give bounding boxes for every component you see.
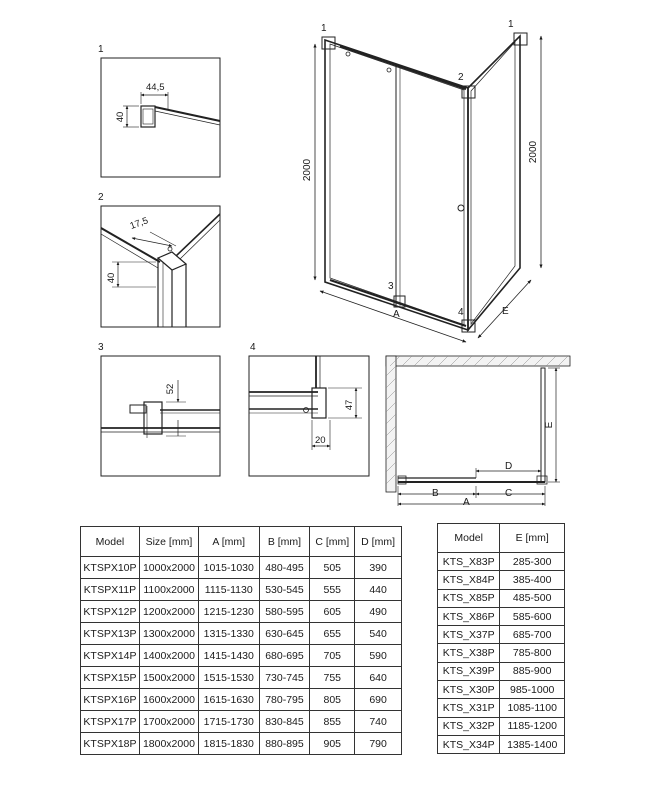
- cell: 685-700: [500, 626, 565, 644]
- cell: 555: [310, 579, 355, 601]
- side-panel-frame: [468, 36, 520, 330]
- cell: KTS_X86P: [438, 607, 500, 625]
- table-row: [81, 645, 402, 667]
- cell: 1315-1330: [198, 623, 259, 645]
- cell: 490: [355, 601, 402, 623]
- front-panel-inner: [330, 44, 464, 325]
- cell: 540: [355, 623, 402, 645]
- col-b: B [mm]: [259, 527, 310, 557]
- shower-isometric-view: [315, 33, 541, 342]
- detail-2-label: 2: [98, 192, 104, 203]
- cell: KTS_X83P: [438, 553, 500, 571]
- table-row: [438, 607, 565, 625]
- table-row: [81, 711, 402, 733]
- cell: KTS_X34P: [438, 735, 500, 753]
- detail-4: [249, 356, 369, 476]
- top-rail: [340, 46, 466, 89]
- table-row: [438, 589, 565, 607]
- cell: 805: [310, 689, 355, 711]
- model-e-table: [437, 523, 565, 754]
- plan-label-c: C: [505, 488, 513, 499]
- col-c: C [mm]: [310, 527, 355, 557]
- cell: 1215-1230: [198, 601, 259, 623]
- plan-label-d: D: [505, 461, 513, 472]
- table-row: [438, 644, 565, 662]
- cell: 680-695: [259, 645, 310, 667]
- callout-3: 3: [388, 281, 394, 292]
- cell: 385-400: [500, 571, 565, 589]
- table-header-row: [438, 524, 565, 553]
- detail-2: [101, 206, 220, 327]
- col-a: A [mm]: [198, 527, 259, 557]
- cell: 655: [310, 623, 355, 645]
- cell: KTS_X85P: [438, 589, 500, 607]
- cell: KTS_X38P: [438, 644, 500, 662]
- cell: 1185-1200: [500, 717, 565, 735]
- col-size: Size [mm]: [139, 527, 198, 557]
- table-row: [438, 681, 565, 699]
- cell: 485-500: [500, 589, 565, 607]
- cell: 885-900: [500, 662, 565, 680]
- detail-3-height: 52: [165, 383, 176, 395]
- cell: KTSPX17P: [81, 711, 140, 733]
- table-row: [81, 623, 402, 645]
- cell: KTS_X32P: [438, 717, 500, 735]
- cell: 1600x2000: [139, 689, 198, 711]
- table-row: [81, 579, 402, 601]
- col-model: Model: [81, 527, 140, 557]
- cell: 585-600: [500, 607, 565, 625]
- roller-2: [387, 68, 391, 72]
- cell: 1200x2000: [139, 601, 198, 623]
- cell: 740: [355, 711, 402, 733]
- cell: 1715-1730: [198, 711, 259, 733]
- cell: 985-1000: [500, 681, 565, 699]
- cell: 1800x2000: [139, 733, 198, 755]
- table-row: [81, 667, 402, 689]
- cell: 705: [310, 645, 355, 667]
- callout-4: 4: [458, 307, 464, 318]
- cell: 730-745: [259, 667, 310, 689]
- table-row: [438, 553, 565, 571]
- cell: KTS_X31P: [438, 699, 500, 717]
- detail-4-height: 47: [344, 399, 355, 411]
- cell: 830-845: [259, 711, 310, 733]
- cell: 790: [355, 733, 402, 755]
- table-row: [81, 557, 402, 579]
- callout-1-left: 1: [321, 23, 327, 34]
- height-right-label: 2000: [528, 140, 539, 164]
- cell: 285-300: [500, 553, 565, 571]
- cell: KTS_X84P: [438, 571, 500, 589]
- plan-label-b: B: [432, 488, 439, 499]
- col-model: Model: [438, 524, 500, 553]
- detail-4-width: 20: [315, 435, 326, 446]
- model-size-table: [80, 526, 402, 755]
- plan-label-e: E: [544, 421, 555, 429]
- door-handle: [458, 205, 464, 211]
- cell: KTSPX10P: [81, 557, 140, 579]
- cell: 905: [310, 733, 355, 755]
- callout-2: 2: [458, 72, 464, 83]
- cell: 1000x2000: [139, 557, 198, 579]
- cell: 1115-1130: [198, 579, 259, 601]
- col-e: E [mm]: [500, 524, 565, 553]
- cell: 855: [310, 711, 355, 733]
- cell: 1515-1530: [198, 667, 259, 689]
- cell: 630-645: [259, 623, 310, 645]
- cell: 580-595: [259, 601, 310, 623]
- cell: 390: [355, 557, 402, 579]
- table-row: [438, 717, 565, 735]
- cell: KTSPX16P: [81, 689, 140, 711]
- cell: 1385-1400: [500, 735, 565, 753]
- table-row: [81, 689, 402, 711]
- iso-label-a: A: [393, 309, 400, 320]
- col-d: D [mm]: [355, 527, 402, 557]
- cell: KTSPX13P: [81, 623, 140, 645]
- cell: KTS_X37P: [438, 626, 500, 644]
- cell: KTSPX14P: [81, 645, 140, 667]
- detail-3: [101, 356, 220, 476]
- cell: KTSPX11P: [81, 579, 140, 601]
- cell: 780-795: [259, 689, 310, 711]
- table-row: [438, 662, 565, 680]
- cell: 785-800: [500, 644, 565, 662]
- cell: 640: [355, 667, 402, 689]
- detail-1-label: 1: [98, 44, 104, 55]
- detail-2-width: 17,5: [128, 215, 150, 232]
- plan-view: [386, 356, 570, 506]
- cell: 1500x2000: [139, 667, 198, 689]
- cell: 530-545: [259, 579, 310, 601]
- detail-1-height: 40: [115, 111, 126, 123]
- cell: KTSPX18P: [81, 733, 140, 755]
- detail-1-width: 44,5: [146, 82, 165, 93]
- detail-3-label: 3: [98, 342, 104, 353]
- cell: 1615-1630: [198, 689, 259, 711]
- cell: 1100x2000: [139, 579, 198, 601]
- height-left-label: 2000: [302, 158, 313, 182]
- cell: 505: [310, 557, 355, 579]
- cell: 755: [310, 667, 355, 689]
- cell: 1015-1030: [198, 557, 259, 579]
- roller-1: [346, 52, 350, 56]
- cell: KTSPX15P: [81, 667, 140, 689]
- table-row: [438, 571, 565, 589]
- cell: 690: [355, 689, 402, 711]
- cell: 1400x2000: [139, 645, 198, 667]
- cell: KTS_X30P: [438, 681, 500, 699]
- table-row: [438, 699, 565, 717]
- cell: 1085-1100: [500, 699, 565, 717]
- table-row: [438, 735, 565, 753]
- detail-4-label: 4: [250, 342, 256, 353]
- cell: KTS_X39P: [438, 662, 500, 680]
- cell: 590: [355, 645, 402, 667]
- cell: 1815-1830: [198, 733, 259, 755]
- cell: 480-495: [259, 557, 310, 579]
- cell: 1300x2000: [139, 623, 198, 645]
- table-row: [438, 626, 565, 644]
- cell: 440: [355, 579, 402, 601]
- detail-2-height: 40: [106, 272, 117, 284]
- table-row: [81, 733, 402, 755]
- cell: 1700x2000: [139, 711, 198, 733]
- plan-label-a: A: [463, 497, 470, 508]
- iso-label-e: E: [502, 306, 509, 317]
- table-row: [81, 601, 402, 623]
- cell: 605: [310, 601, 355, 623]
- cell: KTSPX12P: [81, 601, 140, 623]
- cell: 1415-1430: [198, 645, 259, 667]
- callout-1-right: 1: [508, 19, 514, 30]
- table-header-row: [81, 527, 402, 557]
- cell: 880-895: [259, 733, 310, 755]
